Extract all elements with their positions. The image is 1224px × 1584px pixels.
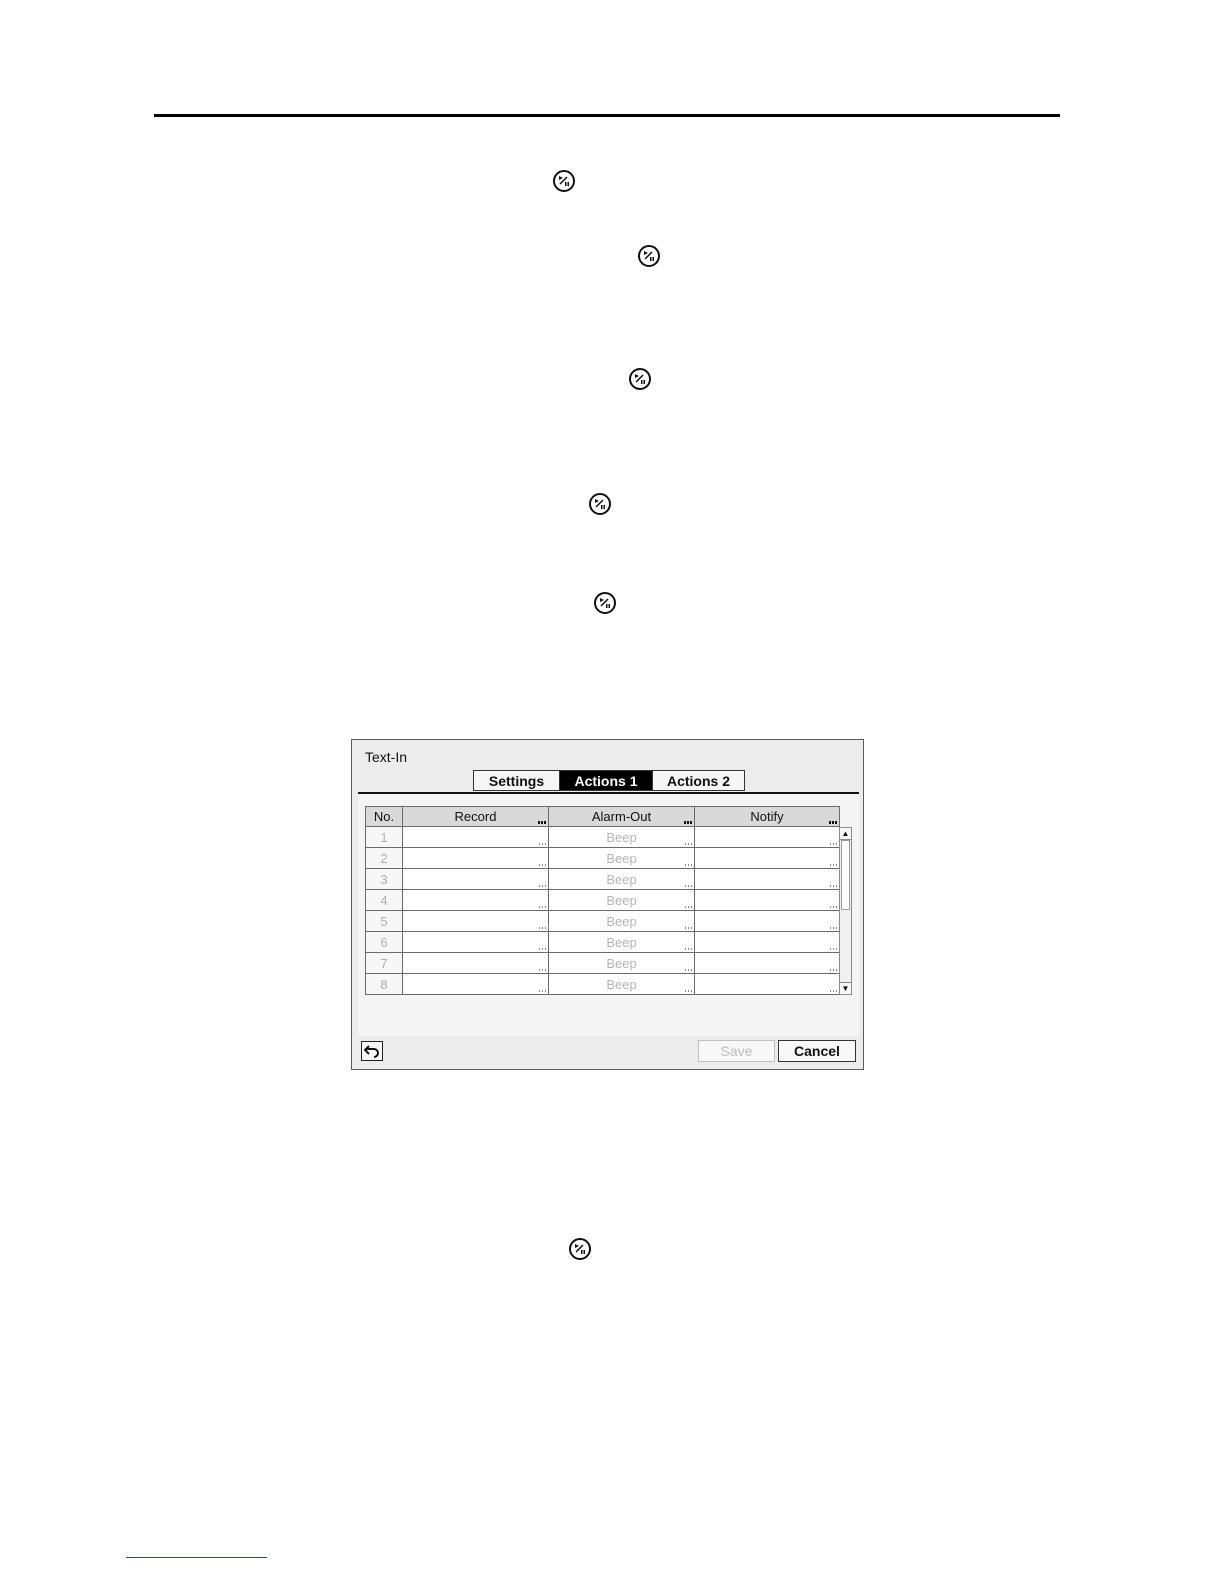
more-icon xyxy=(830,885,837,887)
more-icon xyxy=(539,864,546,866)
notify-cell[interactable] xyxy=(695,848,840,869)
row-number: 2 xyxy=(366,848,403,869)
more-icon xyxy=(830,906,837,908)
more-icon xyxy=(685,864,692,866)
notify-cell[interactable] xyxy=(695,827,840,848)
row-number: 3 xyxy=(366,869,403,890)
row-number: 4 xyxy=(366,890,403,911)
record-cell[interactable] xyxy=(403,911,549,932)
alarm-out-cell[interactable]: Beep xyxy=(549,890,695,911)
table-row xyxy=(366,974,840,995)
top-horizontal-rule xyxy=(154,114,1060,117)
more-icon xyxy=(685,969,692,971)
more-icon xyxy=(830,843,837,845)
table-row xyxy=(366,911,840,932)
play-pause-icon xyxy=(553,170,575,192)
table-row xyxy=(366,869,840,890)
alarm-out-cell[interactable]: Beep xyxy=(549,911,695,932)
column-header-record[interactable]: Record xyxy=(403,807,549,827)
record-cell[interactable] xyxy=(403,974,549,995)
alarm-out-cell[interactable]: Beep xyxy=(549,848,695,869)
back-arrow-icon xyxy=(364,1044,380,1058)
more-icon xyxy=(685,906,692,908)
more-icon xyxy=(539,948,546,950)
notify-cell[interactable] xyxy=(695,974,840,995)
more-icon xyxy=(830,990,837,992)
table-row xyxy=(366,932,840,953)
record-cell[interactable] xyxy=(403,848,549,869)
more-icon xyxy=(539,927,546,929)
more-icon xyxy=(685,990,692,992)
column-header-notify[interactable]: Notify xyxy=(695,807,840,827)
table-header-row xyxy=(366,807,840,827)
notify-cell[interactable] xyxy=(695,932,840,953)
footer-link-underline[interactable] xyxy=(126,1557,267,1558)
play-pause-icon xyxy=(594,592,616,614)
column-header-alarm-out[interactable]: Alarm-Out xyxy=(549,807,695,827)
cancel-button[interactable]: Cancel xyxy=(778,1040,856,1062)
record-cell[interactable] xyxy=(403,890,549,911)
more-icon xyxy=(830,927,837,929)
row-number: 1 xyxy=(366,827,403,848)
table-row xyxy=(366,827,840,848)
scroll-thumb[interactable] xyxy=(841,840,850,910)
more-icon xyxy=(830,948,837,950)
record-cell[interactable] xyxy=(403,932,549,953)
more-icon xyxy=(685,885,692,887)
scroll-up-arrow-icon[interactable]: ▲ xyxy=(841,829,850,838)
more-icon xyxy=(539,843,546,845)
column-header-no: No. xyxy=(366,807,403,827)
play-pause-icon xyxy=(638,245,660,267)
more-icon xyxy=(830,864,837,866)
scroll-down-arrow-icon[interactable]: ▼ xyxy=(841,984,850,993)
more-icon xyxy=(685,948,692,950)
actions-panel xyxy=(358,794,859,1036)
more-icon xyxy=(685,927,692,929)
table-row xyxy=(366,953,840,974)
more-icon xyxy=(539,885,546,887)
notify-cell[interactable] xyxy=(695,911,840,932)
more-icon xyxy=(538,821,546,824)
table-row xyxy=(366,848,840,869)
notify-cell[interactable] xyxy=(695,890,840,911)
save-button[interactable]: Save xyxy=(698,1040,775,1062)
dialog-title: Text-In xyxy=(365,749,408,765)
table-scrollbar[interactable] xyxy=(839,827,852,995)
alarm-out-cell[interactable]: Beep xyxy=(549,932,695,953)
more-icon xyxy=(830,969,837,971)
more-icon xyxy=(684,821,692,824)
row-number: 8 xyxy=(366,974,403,995)
back-button[interactable] xyxy=(361,1041,383,1061)
alarm-out-cell[interactable]: Beep xyxy=(549,869,695,890)
row-number: 5 xyxy=(366,911,403,932)
alarm-out-cell[interactable]: Beep xyxy=(549,953,695,974)
more-icon xyxy=(829,821,837,824)
notify-cell[interactable] xyxy=(695,869,840,890)
alarm-out-cell[interactable]: Beep xyxy=(549,827,695,848)
more-icon xyxy=(539,969,546,971)
more-icon xyxy=(539,906,546,908)
row-number: 6 xyxy=(366,932,403,953)
text-in-dialog xyxy=(351,739,864,1070)
tab-bar xyxy=(473,770,744,792)
record-cell[interactable] xyxy=(403,953,549,974)
actions-table xyxy=(365,806,840,995)
alarm-out-cell[interactable]: Beep xyxy=(549,974,695,995)
tab-actions-1[interactable]: Actions 1 xyxy=(559,770,653,791)
play-pause-icon xyxy=(569,1238,591,1260)
record-cell[interactable] xyxy=(403,827,549,848)
notify-cell[interactable] xyxy=(695,953,840,974)
play-pause-icon xyxy=(589,493,611,515)
row-number: 7 xyxy=(366,953,403,974)
tab-settings[interactable]: Settings xyxy=(473,770,560,791)
more-icon xyxy=(539,990,546,992)
record-cell[interactable] xyxy=(403,869,549,890)
table-row xyxy=(366,890,840,911)
tab-actions-2[interactable]: Actions 2 xyxy=(652,770,745,791)
play-pause-icon xyxy=(629,368,651,390)
more-icon xyxy=(685,843,692,845)
